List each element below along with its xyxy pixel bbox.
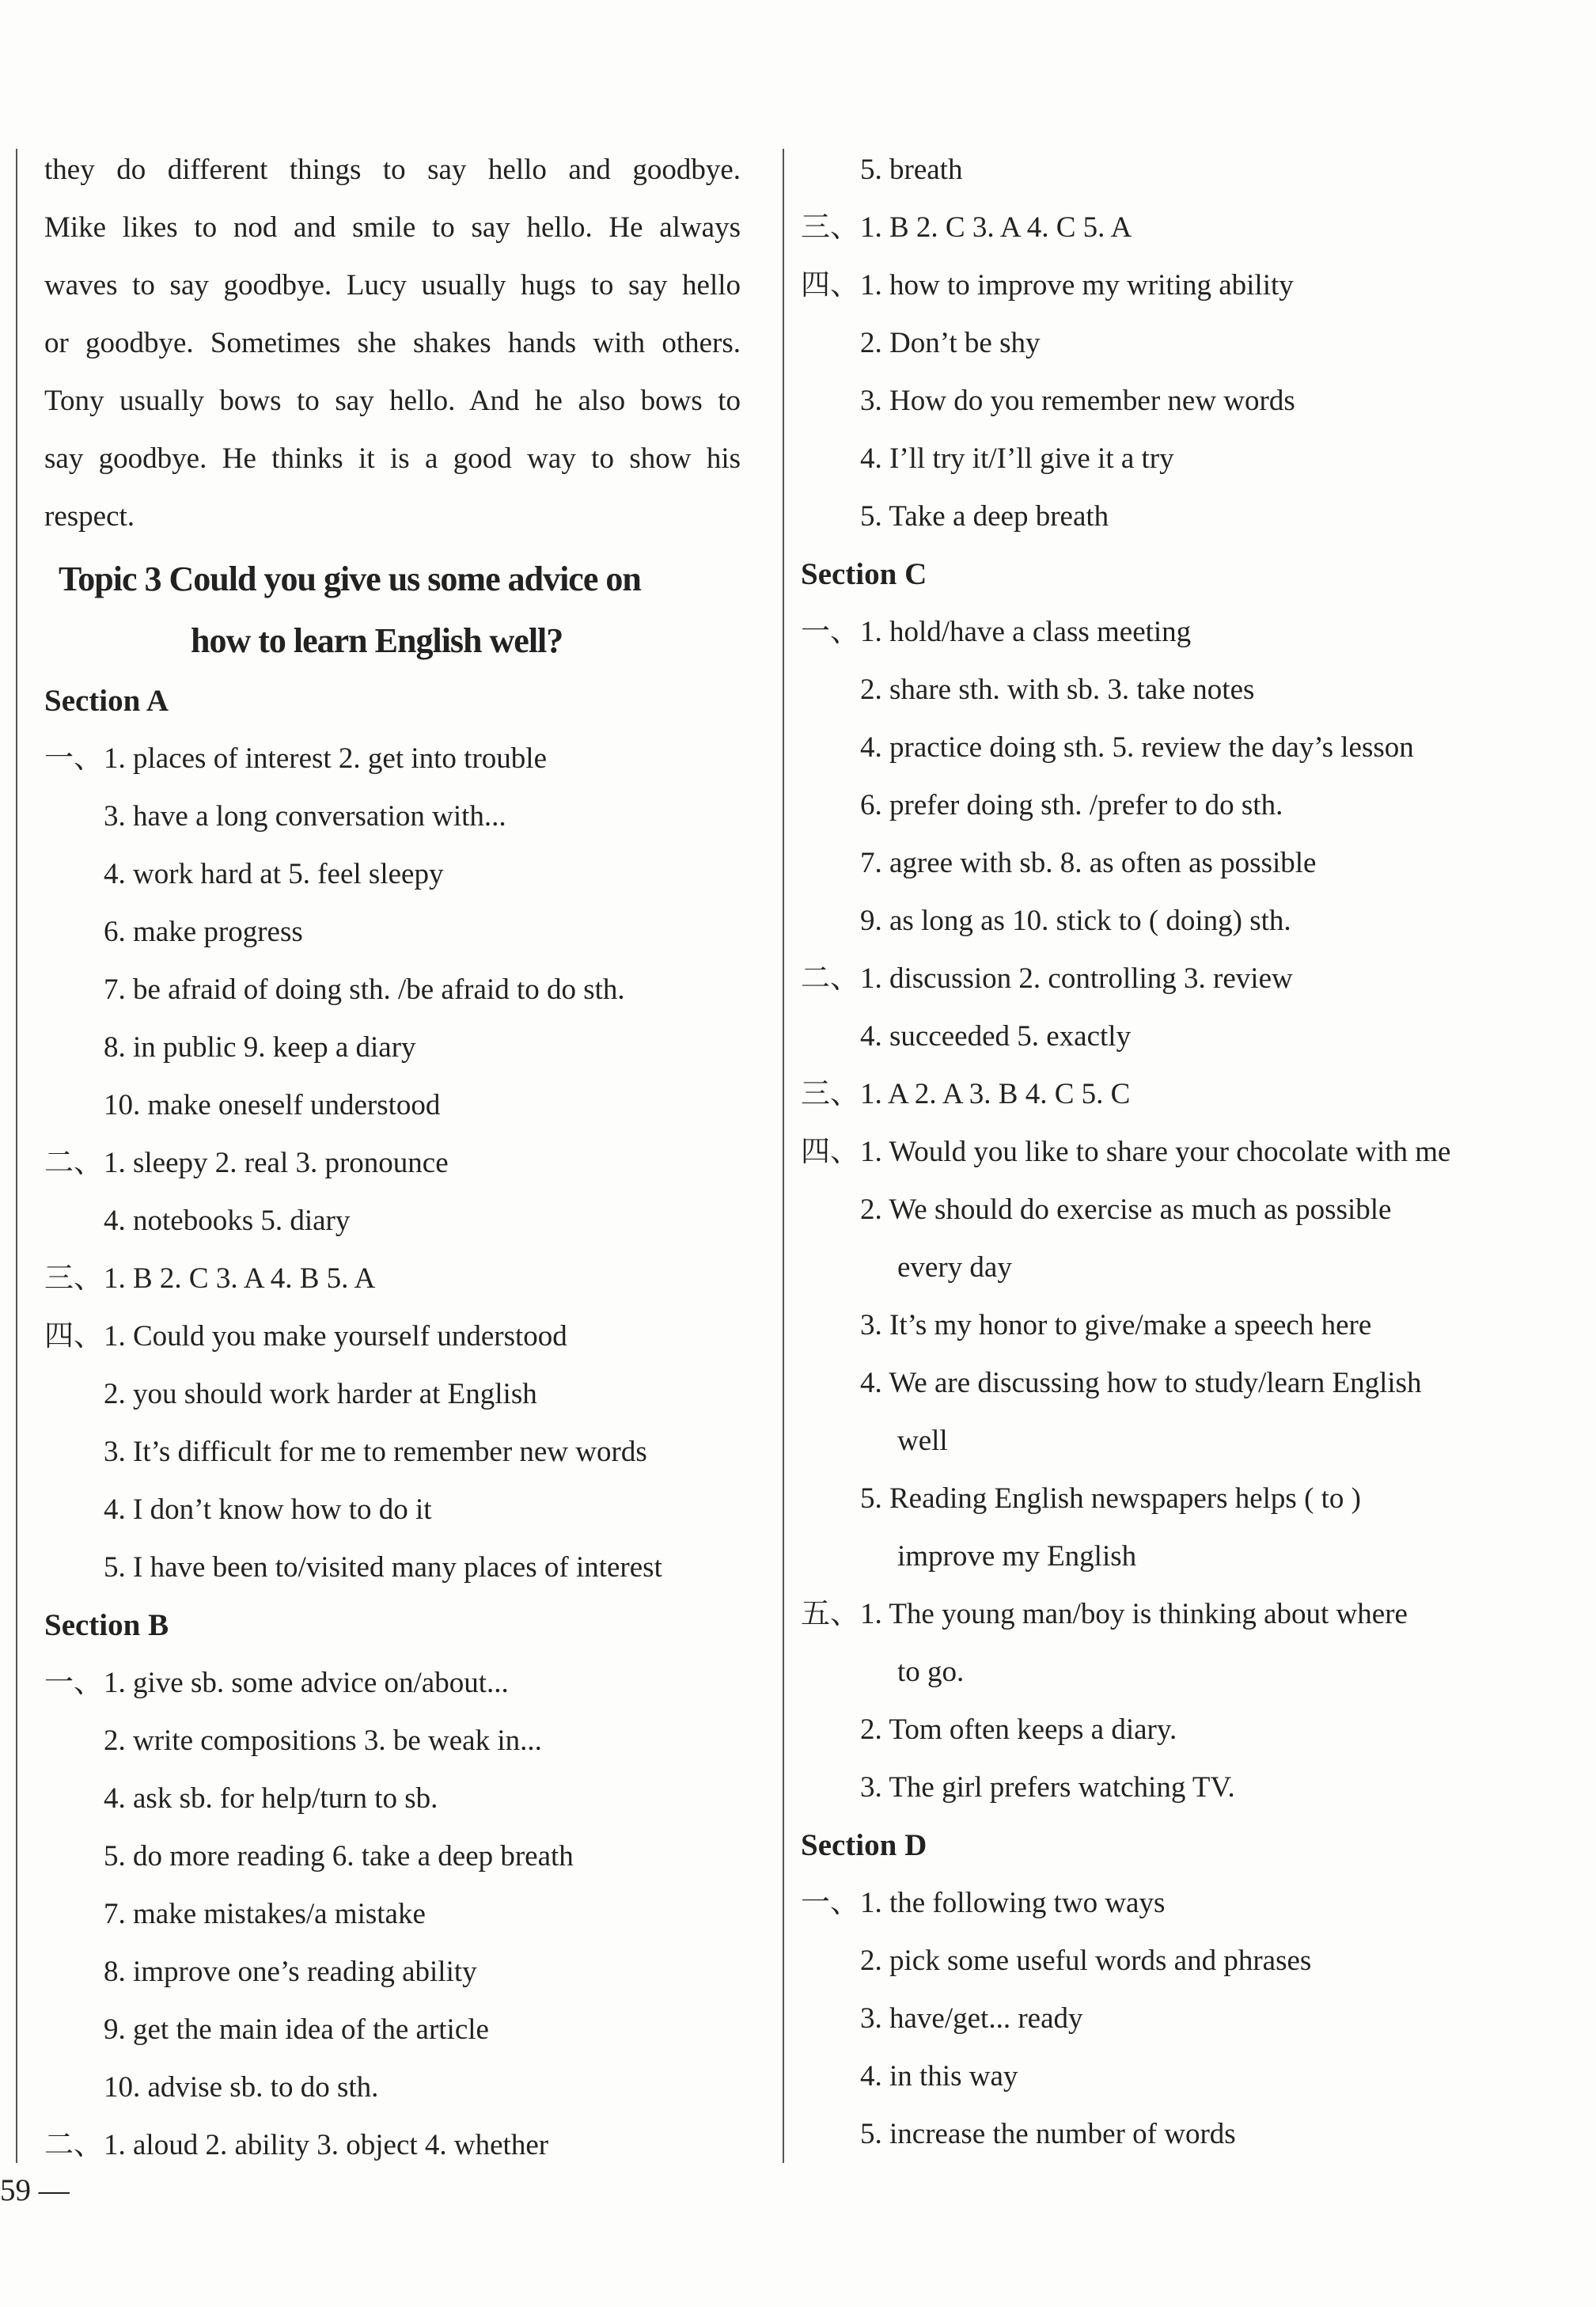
part-marker: 四、 xyxy=(44,1320,103,1353)
part-marker: 一、 xyxy=(801,1887,859,1919)
topic-title-line-2: how to learn English well? xyxy=(191,621,563,660)
answer-line: 3. It’s my honor to give/make a speech here xyxy=(860,1309,1372,1341)
intro-line: Tony usually bows to say hello. And he also bows to xyxy=(44,385,741,417)
answer-line: 4. notebooks 5. diary xyxy=(104,1205,351,1237)
answer-line: 3. It’s difficult for me to remember new words xyxy=(104,1436,647,1468)
part-marker: 二、 xyxy=(44,2129,103,2161)
answer-line: 8. in public 9. keep a diary xyxy=(104,1031,416,1064)
intro-line: respect. xyxy=(44,500,135,533)
answer-line: 5. breath xyxy=(860,154,963,186)
answer-continuation: well xyxy=(897,1425,948,1457)
answer-line: 2. pick some useful words and phrases xyxy=(860,1945,1312,1977)
answer-line: 8. improve one’s reading ability xyxy=(104,1956,477,1988)
section-d-heading: Section D xyxy=(801,1828,927,1862)
answer-continuation: to go. xyxy=(897,1656,965,1688)
intro-line: they do different things to say hello and goodbye. xyxy=(44,154,741,186)
part-marker: 三、 xyxy=(44,1262,103,1295)
answer-line: 4. succeeded 5. exactly xyxy=(860,1020,1132,1053)
answer-text: 1. A 2. A 3. B 4. C 5. C xyxy=(860,1078,1131,1110)
answer-line: 2. We should do exercise as much as possible xyxy=(860,1193,1392,1226)
answer-line: 2. write compositions 3. be weak in... xyxy=(104,1725,542,1757)
answer-line: 6. prefer doing sth. /prefer to do sth. xyxy=(860,789,1283,821)
page-number: 59 — xyxy=(0,2173,70,2207)
answer-line: 9. as long as 10. stick to ( doing) sth. xyxy=(860,905,1291,937)
section-b-heading: Section B xyxy=(44,1608,169,1642)
answer-line: 6. make progress xyxy=(104,916,303,948)
answer-line: 7. be afraid of doing sth. /be afraid to do sth. xyxy=(104,973,625,1006)
answer-text: 1. how to improve my writing ability xyxy=(860,269,1294,302)
answer-line: 2. share sth. with sb. 3. take notes xyxy=(860,674,1255,706)
answer-line: 4. work hard at 5. feel sleepy xyxy=(104,858,444,890)
answer-line: 5. increase the number of words xyxy=(860,2118,1236,2150)
answer-line xyxy=(44,1250,741,1307)
answer-line: 2. Don’t be shy xyxy=(860,327,1041,359)
answer-line xyxy=(44,1134,741,1192)
section-c-heading: Section C xyxy=(801,557,927,591)
answer-line: 5. Take a deep breath xyxy=(860,500,1109,533)
part-marker: 一、 xyxy=(44,742,103,775)
answer-line xyxy=(801,199,1497,256)
right-column xyxy=(801,141,1497,2163)
answer-line: 4. I’ll try it/I’ll give it a try xyxy=(860,442,1174,475)
part-marker: 四、 xyxy=(801,269,859,302)
answer-text: 1. the following two ways xyxy=(860,1887,1166,1919)
answer-line: 3. How do you remember new words xyxy=(860,385,1295,417)
answer-text: 1. discussion 2. controlling 3. review xyxy=(860,962,1293,995)
answer-line: 7. agree with sb. 8. as often as possible xyxy=(860,847,1317,879)
answer-line xyxy=(801,1065,1497,1123)
part-marker: 一、 xyxy=(801,616,859,648)
answer-line: 10. make oneself understood xyxy=(104,1089,441,1121)
answer-line: 5. do more reading 6. take a deep breath xyxy=(104,1840,574,1873)
section-a-heading: Section A xyxy=(44,684,169,718)
answer-continuation: every day xyxy=(897,1251,1012,1284)
answer-line: 4. ask sb. for help/turn to sb. xyxy=(104,1782,438,1815)
answer-continuation: improve my English xyxy=(897,1540,1137,1573)
intro-line: waves to say goodbye. Lucy usually hugs to say hello xyxy=(44,269,741,302)
intro-line: say goodbye. He thinks it is a good way to show his xyxy=(44,442,741,475)
answer-text: 1. aloud 2. ability 3. object 4. whether xyxy=(104,2129,549,2161)
answer-line xyxy=(44,1307,741,1365)
answer-line xyxy=(801,1123,1497,1181)
answer-line: 3. have/get... ready xyxy=(860,2002,1083,2035)
answer-text: 1. sleepy 2. real 3. pronounce xyxy=(104,1147,449,1179)
answer-line: 2. Tom often keeps a diary. xyxy=(860,1713,1177,1746)
answer-line: 2. you should work harder at English xyxy=(104,1378,537,1410)
answer-line: 3. have a long conversation with... xyxy=(104,800,506,833)
column-divider xyxy=(783,149,784,2163)
part-marker: 三、 xyxy=(801,211,859,244)
answer-line: 9. get the main idea of the article xyxy=(104,2013,489,2046)
answer-text: 1. The young man/boy is thinking about where xyxy=(860,1598,1408,1630)
part-marker: 二、 xyxy=(801,962,859,995)
answer-text: 1. Could you make yourself understood xyxy=(104,1320,567,1353)
answer-text: 1. Would you like to share your chocolate with me xyxy=(860,1136,1451,1168)
answer-line: 4. We are discussing how to study/learn English xyxy=(860,1367,1422,1399)
answer-line xyxy=(801,1874,1497,1932)
answer-text: 1. places of interest 2. get into trouble xyxy=(104,742,547,775)
answer-line xyxy=(44,730,741,787)
part-marker: 一、 xyxy=(44,1667,103,1699)
answer-text: 1. B 2. C 3. A 4. B 5. A xyxy=(104,1262,376,1295)
answer-text: 1. hold/have a class meeting xyxy=(860,616,1192,648)
answer-line xyxy=(44,1654,741,1712)
answer-line xyxy=(801,950,1497,1007)
answer-line: 10. advise sb. to do sth. xyxy=(104,2071,379,2104)
answer-line: 3. The girl prefers watching TV. xyxy=(860,1771,1235,1804)
part-marker: 三、 xyxy=(801,1078,859,1110)
part-marker: 五、 xyxy=(801,1598,859,1630)
answer-line: 5. I have been to/visited many places of interest xyxy=(104,1551,662,1584)
answer-line: 4. in this way xyxy=(860,2060,1018,2093)
intro-paragraph xyxy=(44,141,741,545)
answer-line xyxy=(801,603,1497,661)
left-margin-rule xyxy=(16,149,17,2163)
answer-text: 1. B 2. C 3. A 4. C 5. A xyxy=(860,211,1132,244)
answer-line: 4. practice doing sth. 5. review the day’s lesson xyxy=(860,731,1414,764)
answer-line: 5. Reading English newspapers helps ( to ) xyxy=(860,1482,1361,1515)
part-marker: 四、 xyxy=(801,1136,859,1168)
answer-line: 4. I don’t know how to do it xyxy=(104,1493,432,1526)
intro-line: Mike likes to nod and smile to say hello. He always xyxy=(44,211,741,244)
answer-line: 7. make mistakes/a mistake xyxy=(104,1898,426,1930)
answer-line xyxy=(801,1585,1497,1643)
part-marker: 二、 xyxy=(44,1147,103,1179)
answer-line xyxy=(801,256,1497,314)
answer-text: 1. give sb. some advice on/about... xyxy=(104,1667,509,1699)
left-column xyxy=(44,141,741,2174)
intro-line: or goodbye. Sometimes she shakes hands with others. xyxy=(44,327,741,359)
topic-title-line-1: Topic 3 Could you give us some advice on xyxy=(59,560,641,598)
answer-line xyxy=(44,2116,741,2174)
